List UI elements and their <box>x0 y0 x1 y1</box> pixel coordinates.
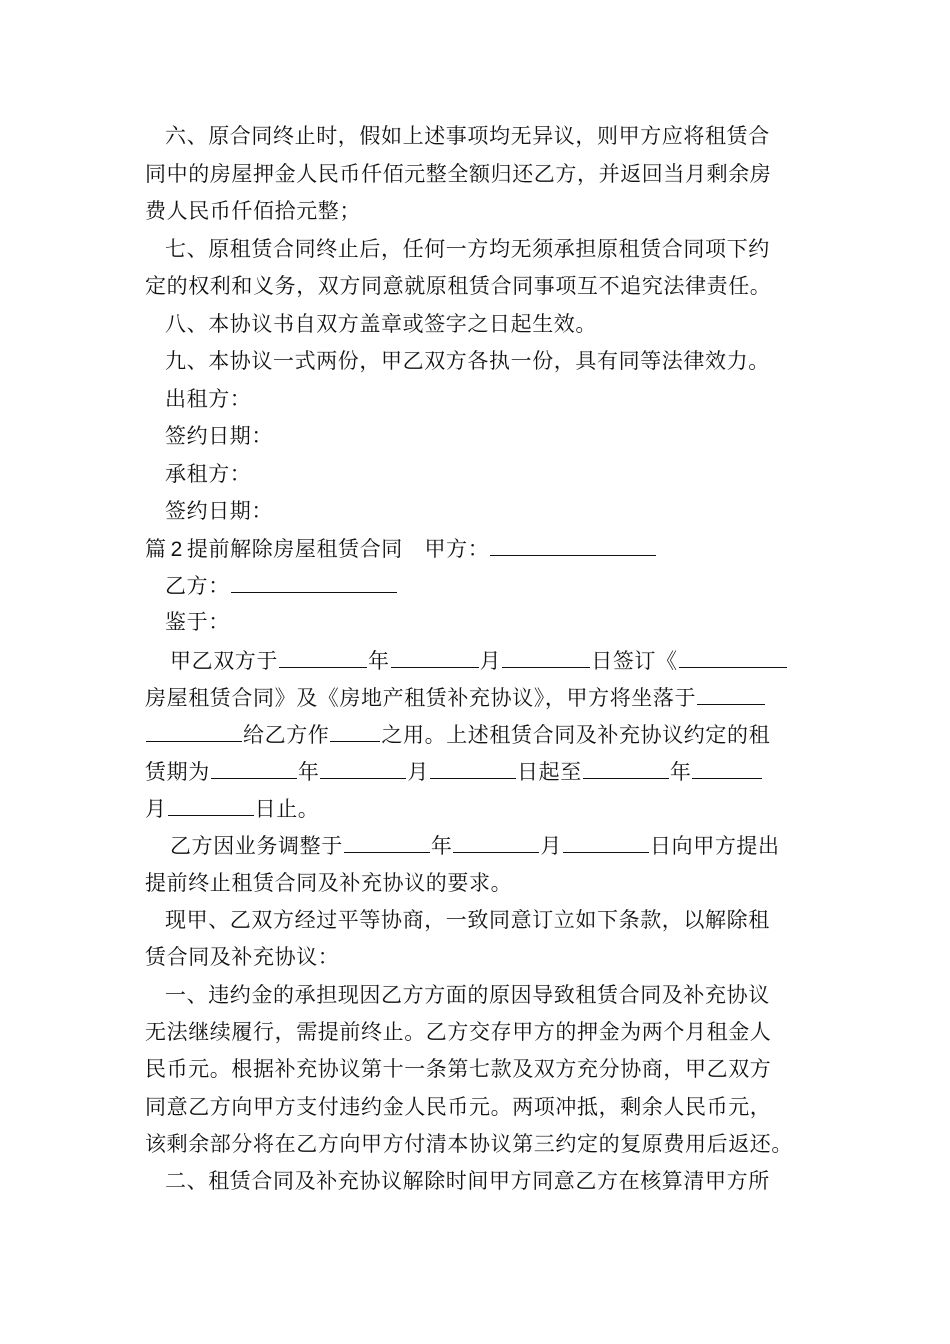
fill-blank <box>211 756 297 779</box>
line-text: 日签订《 <box>591 649 678 673</box>
paragraph-line <box>165 309 597 339</box>
line-text: 六、原合同终止时，假如上述事项均无异议，则甲方应将租赁合 <box>165 124 770 148</box>
paragraph-line <box>170 830 780 861</box>
line-text: 月 <box>407 760 430 784</box>
paragraph-line <box>145 1129 793 1159</box>
line-text: 费人民币仟佰拾元整； <box>145 199 361 223</box>
line-text: 年 <box>297 760 320 784</box>
fill-blank <box>391 645 479 668</box>
line-text: 无法继续履行，需提前终止。乙方交存甲方的押金为两个月租金人 <box>145 1020 772 1044</box>
line-text: 承租方： <box>165 462 252 486</box>
paragraph-line <box>165 905 770 935</box>
fill-blank <box>583 756 669 779</box>
paragraph-line <box>145 756 763 787</box>
paragraph-line <box>165 346 770 376</box>
paragraph-line <box>145 1092 771 1122</box>
line-text: 之用。上述租赁合同及补充协议约定的租 <box>381 723 771 747</box>
line-text: 给乙方作 <box>243 723 330 747</box>
fill-blank <box>697 682 765 705</box>
line-text: 出租方： <box>165 387 252 411</box>
paragraph-line <box>165 570 398 601</box>
line-text: 同中的房屋押金人民币仟佰元整全额归还乙方，并返回当月剩余房 <box>145 162 772 186</box>
line-text: 八、本协议书自双方盖章或签字之日起生效。 <box>165 312 597 336</box>
line-text: 鉴于： <box>165 610 230 634</box>
fill-blank <box>330 719 380 742</box>
fill-blank <box>692 756 762 779</box>
line-text: 一、违约金的承担现因乙方方面的原因导致租赁合同及补充协议 <box>165 983 770 1007</box>
line-text: 年 <box>430 834 453 858</box>
signature-label <box>165 496 273 526</box>
line-text: 房屋租赁合同》及《房地产租赁补充协议》，甲方将坐落于 <box>145 686 697 710</box>
line-text: 签约日期： <box>165 499 273 523</box>
line-text: 同意乙方向甲方支付违约金人民币元。两项冲抵，剩余人民币元， <box>145 1095 772 1119</box>
line-text: 月 <box>479 649 502 673</box>
line-text: 日止。 <box>254 797 320 821</box>
line-text: 赁合同及补充协议： <box>145 945 340 969</box>
line-text: 现甲、乙双方经过平等协商，一致同意订立如下条款，以解除租 <box>165 908 770 932</box>
fill-blank <box>453 830 539 853</box>
line-text: 九、本协议一式两份，甲乙双方各执一份，具有同等法律效力。 <box>165 349 770 373</box>
line-text: 赁期为 <box>145 760 210 784</box>
paragraph-line <box>165 121 770 151</box>
line-text: 民币元。根据补充协议第十一条第七款及双方充分协商，甲乙双方 <box>145 1057 772 1081</box>
paragraph-line <box>145 1054 771 1084</box>
line-text: 日向甲方提出 <box>650 834 780 858</box>
fill-blank <box>231 570 397 593</box>
paragraph-line <box>145 271 771 301</box>
paragraph-line <box>165 234 770 264</box>
fill-blank <box>502 645 590 668</box>
line-text: 乙方因业务调整于 <box>170 834 343 858</box>
line-text: 二、租赁合同及补充协议解除时间甲方同意乙方在核算清甲方所 <box>165 1169 770 1193</box>
paragraph-line <box>145 942 339 972</box>
line-text: 定的权利和义务，双方同意就原租赁合同事项互不追究法律责任。 <box>145 274 772 298</box>
paragraph-line <box>145 682 766 713</box>
fill-blank <box>320 756 406 779</box>
line-text: 甲乙双方于 <box>170 649 278 673</box>
fill-blank <box>146 719 242 742</box>
fill-blank <box>679 645 787 668</box>
signature-label <box>165 384 251 414</box>
paragraph-line <box>145 159 771 189</box>
line-text: 2 <box>170 538 183 561</box>
line-text: 该剩余部分将在乙方向甲方付清本协议第三约定的复原费用后返还。 <box>145 1132 793 1156</box>
fill-blank <box>279 645 367 668</box>
line-text: 月 <box>145 797 167 821</box>
fill-blank <box>563 830 649 853</box>
paragraph-line <box>145 196 361 226</box>
line-text: 提前终止租赁合同及补充协议的要求。 <box>145 871 513 895</box>
paragraph-line <box>145 1017 771 1047</box>
paragraph-line <box>165 980 770 1010</box>
paragraph-line <box>165 1166 770 1196</box>
signature-label <box>165 459 251 489</box>
paragraph-line <box>145 868 512 898</box>
line-text: 乙方： <box>165 574 230 598</box>
line-text: 七、原租赁合同终止后，任何一方均无须承担原租赁合同项下约 <box>165 237 770 261</box>
line-text: 签约日期： <box>165 424 273 448</box>
paragraph-line <box>170 645 788 676</box>
line-text: 日起至 <box>517 760 582 784</box>
line-text: 月 <box>540 834 563 858</box>
line-text: 年 <box>669 760 692 784</box>
signature-label <box>165 421 273 451</box>
section-heading <box>145 533 657 565</box>
fill-blank <box>490 533 656 556</box>
fill-blank <box>430 756 516 779</box>
fill-blank <box>344 830 430 853</box>
line-text: 年 <box>368 649 390 673</box>
paragraph-line <box>145 793 319 824</box>
line-text: 提前解除房屋租赁合同 甲方： <box>186 537 490 561</box>
paragraph-line <box>145 719 770 750</box>
line-text: 篇 <box>145 537 167 561</box>
fill-blank <box>168 793 254 816</box>
paragraph-line <box>165 607 230 637</box>
